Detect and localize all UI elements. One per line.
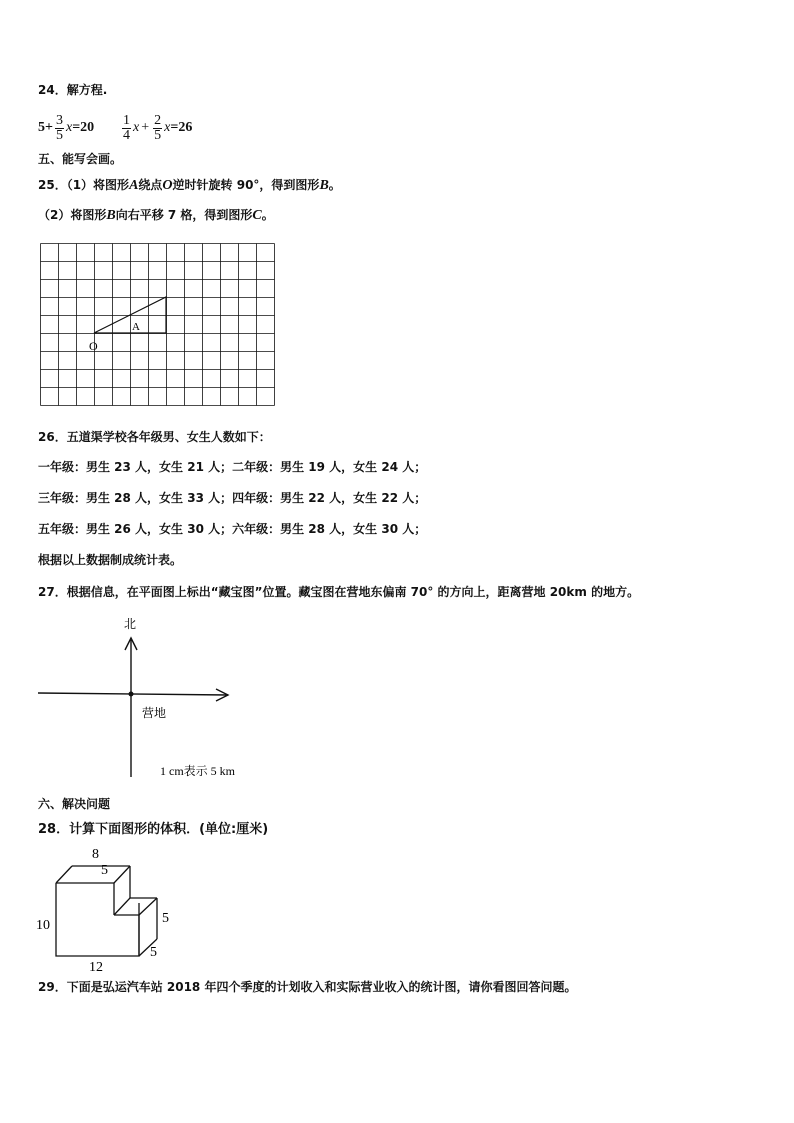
dim-right-label: 5 — [162, 911, 169, 926]
eq2-fraction-2 — [153, 114, 162, 143]
scale-label: 1 cm表示 5 km — [160, 764, 235, 778]
eq2-numerator-2: 2 — [154, 112, 162, 128]
grid-lines — [41, 244, 275, 406]
eq2-plus: + — [141, 120, 150, 135]
dim-bottom-label: 12 — [89, 960, 103, 973]
section-5-title: 五、能写会画。 — [38, 152, 123, 166]
eq1-variable: x — [65, 120, 73, 135]
eq2-variable-1: x — [133, 120, 140, 135]
dim-left-label: 10 — [36, 918, 50, 933]
q26-row-3: 五年级：男生 26 人，女生 30 人；六年级：男生 28 人，女生 30 人； — [38, 522, 427, 536]
q25-line1-a: A — [129, 178, 139, 193]
q24-equation-1 — [38, 112, 94, 144]
q25-part-1 — [38, 177, 341, 194]
q26-row-1: 一年级：男生 23 人，女生 21 人；二年级：男生 19 人，女生 24 人； — [38, 460, 427, 474]
q25-line2-c: C — [252, 208, 262, 223]
q24-equation-2 — [120, 112, 192, 144]
eq2-result: =26 — [170, 120, 193, 135]
camp-point — [129, 692, 134, 697]
north-label: 北 — [124, 617, 137, 631]
section-6-title: 六、解决问题 — [38, 797, 111, 811]
eq1-prefix: 5+ — [38, 120, 53, 135]
eq1-result: =20 — [72, 120, 95, 135]
camp-label: 营地 — [142, 706, 167, 720]
q26-instruction: 根据以上数据制成统计表。 — [38, 553, 183, 567]
eq2-denominator-1: 4 — [123, 127, 130, 143]
point-o-label: O — [89, 339, 98, 353]
q25-part-2 — [38, 207, 274, 224]
q25-line1-b: B — [319, 178, 329, 193]
q29-text: 29．下面是弘运汽车站 2018 年四个季度的计划收入和实际营业收入的统计图，请你看图回答问题。 — [38, 980, 577, 994]
eq2-denominator-2: 5 — [154, 127, 162, 143]
solid-outline — [56, 866, 157, 956]
eq2-numerator-1: 1 — [123, 112, 130, 128]
eq1-numerator: 3 — [55, 112, 63, 128]
q28-solid-figure — [34, 843, 184, 973]
q25-line1-start: 25．（1）将图形 — [38, 178, 130, 192]
triangle-a-label: A — [132, 321, 140, 333]
eq1-denominator: 5 — [55, 127, 63, 143]
q24-title: 24．解方程. — [38, 83, 108, 97]
compass-diagram — [36, 612, 256, 782]
q25-grid-figure — [40, 243, 276, 409]
q25-line1-end: 。 — [328, 178, 341, 192]
q25-line1-o: O — [162, 178, 173, 193]
q28-title: 28．计算下面图形的体积．(单位:厘米) — [38, 822, 269, 837]
q25-line2-mid: 向右平移 7 格，得到图形 — [115, 208, 253, 222]
dim-depth-label: 5 — [150, 945, 157, 960]
dim-inner-label: 5 — [101, 863, 108, 878]
q26-title: 26．五道渠学校各年级男、女生人数如下： — [38, 430, 271, 444]
q25-line1-mid: 绕点 — [138, 178, 163, 192]
q25-line2-b: B — [106, 208, 116, 223]
q27-text: 27．根据信息，在平面图上标出“藏宝图”位置。藏宝图在营地东偏南 70° 的方向上，距离营地 20km 的地方。 — [38, 585, 640, 599]
eq1-fraction — [55, 114, 64, 143]
eq2-fraction-1 — [122, 114, 131, 143]
q25-line2-start: （2）将图形 — [38, 208, 107, 222]
q25-line1-tail: 逆时针旋转 90°，得到图形 — [172, 178, 320, 192]
q25-line2-end: 。 — [261, 208, 274, 222]
triangle-a — [94, 297, 166, 333]
eq2-variable-2: x — [164, 120, 171, 135]
q26-row-2: 三年级：男生 28 人，女生 33 人；四年级：男生 22 人，女生 22 人； — [38, 491, 427, 505]
dim-top-label: 8 — [92, 847, 99, 862]
